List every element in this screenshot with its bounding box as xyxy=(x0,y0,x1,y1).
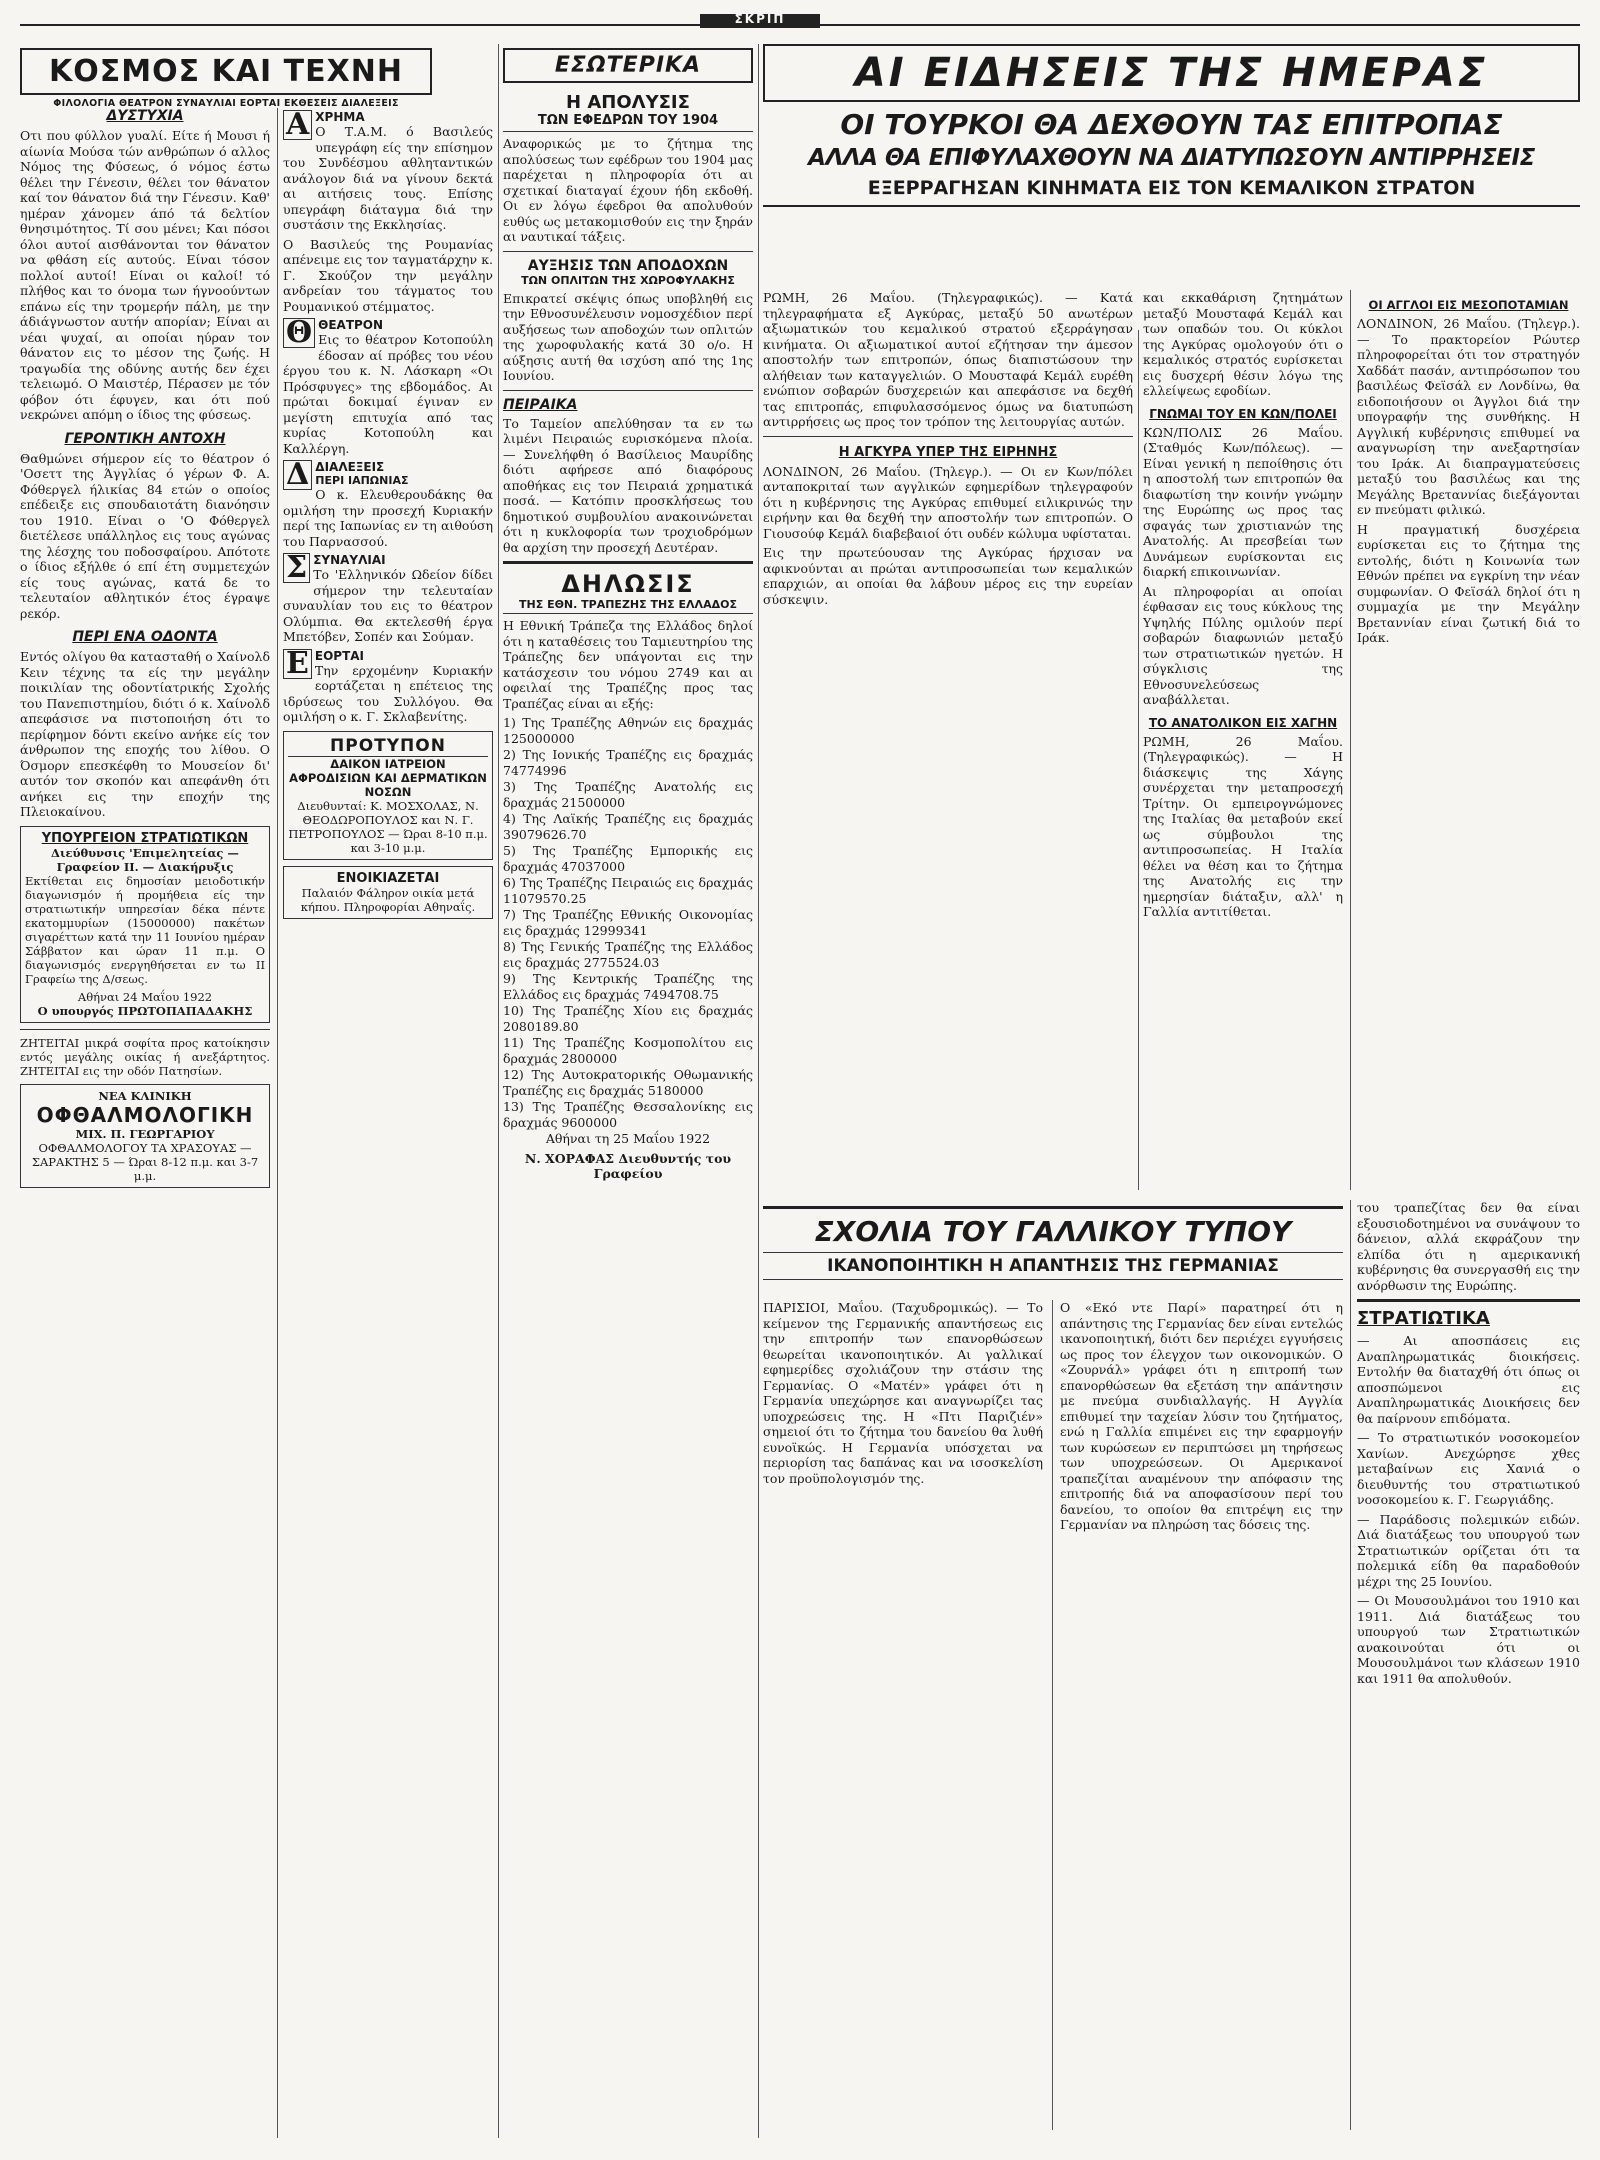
column-news-2 xyxy=(1143,290,1343,1170)
subheadline: ΤΩΝ ΟΠΛΙΤΩΝ ΤΗΣ ΧΩΡΟΦΥΛΑΚΗΣ xyxy=(521,273,735,287)
note-text: Εις το θέατρον Κοτοπούλη έδοσαν αί πρόβες του νέου έργου του κ. Ν. Λάσκαρη «Οι Πρόσφυγες» της εβδομάδος. Αι πρώται δοκιμαί έγιναν εν μεγίστη επιτυχία από τας κυρίας Κοτοπούλη και Καλλέργη. xyxy=(283,332,493,456)
note-head: ΘΕΑΤΡΟΝ xyxy=(318,318,384,332)
column-rule xyxy=(1350,290,1351,1190)
clinic-ad-2 xyxy=(283,731,493,860)
french-press-col-a xyxy=(763,1300,1043,2130)
column-notes xyxy=(283,110,493,2060)
list-item: 5) Της Τραπέζης Εμπορικής εις δραχμάς 47037000 xyxy=(503,843,753,874)
article-text: Αι πληροφορίαι αι οποίαι έφθασαν εις τους κύκλους της Υψηλής Πύλης ομιλούν περί σοβαρών διαφωνιών μεταξύ των στρατιωτικών ηγετών. Η σύγκλισις της Εθνοσυνελεύσεως αναβάλλεται. xyxy=(1143,583,1343,707)
list-item: 10) Της Τραπέζης Χίου εις δραχμάς 2080189.80 xyxy=(503,1003,753,1034)
french-press-headline: ΣΧΟΛΙΑ ΤΟΥ ΓΑΛΛΙΚΟΥ ΤΥΠΟΥ xyxy=(814,1215,1292,1248)
clinic-name: ΜΙΧ. Π. ΓΕΩΡΓΑΡΙΟΥ xyxy=(75,1126,215,1141)
clinic-ad xyxy=(20,1084,270,1188)
statement-date: Αθήναι τη 25 Μαΐου 1922 xyxy=(545,1131,711,1146)
note-subhead: ΠΕΡΙ ΙΑΠΩΝΙΑΣ xyxy=(315,474,409,487)
military-item: — Το στρατιωτικόν νοσοκομείον Χανίων. Ανεχώρησε χθες μεταβαίνων εις Χανιά ο διευθυντής του στρατιωτικού νοσοκομείου κ. Γ. Γεωργιάδης. xyxy=(1357,1430,1580,1507)
esoterika-header xyxy=(503,48,753,83)
announcement-date: Αθήναι 24 Μαΐου 1922 xyxy=(77,989,213,1004)
list-item: 8) Της Γενικής Τραπέζης της Ελλάδος εις δραχμάς 2775524.03 xyxy=(503,939,753,970)
main-headline-2: ΑΛΛΑ ΘΑ ΕΠΙΦΥΛΑΧΘΟΥΝ ΝΑ ΔΙΑΤΥΠΩΣΟΥΝ ΑΝΤΙΡΡΗΣΕΙΣ xyxy=(808,145,1535,171)
article-text: Εις την πρωτεύουσαν της Αγκύρας ήρχισαν να αφικνούνται αι πρώται αντιπροσωπείαι των κεμαλικών επαρχιών, αι οποίαι θα λάβουν μέρος εις την ευρείαν σύσκεψιν. xyxy=(763,545,1133,607)
list-item: 3) Της Τραπέζης Ανατολής εις δραχμάς 21500000 xyxy=(503,779,753,810)
subheadline: ΤΩΝ ΕΦΕΔΡΩΝ ΤΟΥ 1904 xyxy=(503,113,753,132)
top-masthead xyxy=(0,12,1600,32)
article-text: και εκκαθάριση ζητημάτων μεταξύ Μουσταφά Κεμάλ και των οπαδών του. Οι κύκλοι της Αγκύρας ομολογούν ότι ο κεμαλικός στρατός ευρίσκεται εις δυσχερή θέσιν λόγω της ελλείψεως εφοδίων. xyxy=(1143,290,1343,398)
article-demobilization xyxy=(503,92,753,245)
article-text: Η Εθνική Τράπεζα της Ελλάδος δηλοί ότι η καταθέσεις του Ταμιευτηρίου της Τράπεζης δεν υπάγονται εις την κατάσχεσιν του νόμου 2749 και αι οφειλαί της Τραπέζης προς τας Τραπέζας είναι αι εξής: xyxy=(503,618,753,711)
note-text: Το 'Ελληνικόν Ωδείον δίδει σήμερον την τελευταίαν συναυλίαν του εις το θέατρον Ολύμπια. Θα εκτελεσθή έργα Μπετόβεν, Σοπέν και Σούμαν. xyxy=(283,567,493,644)
column-news-1 xyxy=(763,290,1133,1170)
article-text: Αναφορικώς με το ζήτημα της απολύσεως των εφέδρων του 1904 μας παρέχεται η πληροφορία ότι αι σχετικαί διαταγαί έχουν ήδη εκδοθή. Οι εν λόγω έφεδροι θα απολυθούν ευθύς ως μετακομισθούν εις την ξηράν αι ναυτικαί τάξεις. xyxy=(503,136,753,244)
list-item: 11) Της Τραπέζης Κοσμοπολίτου εις δραχμάς 2800000 xyxy=(503,1035,753,1066)
subheadline: ΤΗΣ ΕΘΝ. ΤΡΑΠΕΖΗΣ ΤΗΣ ΕΛΛΑΔΟΣ xyxy=(503,598,753,614)
dropcap: Σ xyxy=(283,553,310,583)
column-rule xyxy=(498,44,499,2138)
divider xyxy=(763,436,1133,437)
masthead-text: ΣΚΡΙΠ xyxy=(734,12,786,26)
military-title: ΣΤΡΑΤΙΩΤΙΚΑ xyxy=(1357,1308,1490,1329)
news-header xyxy=(763,44,1580,102)
french-press-col-b xyxy=(1060,1300,1343,2130)
military-item: — Παράδοσις πολεμικών ειδών. Διά διατάξεως του υπουργού των Στρατιωτικών ορίζεται ότι τα πολεμικά είδη θα παραδοθούν μέχρι της 25 Ιουνίου. xyxy=(1357,1511,1580,1589)
classified-ad: ΖΗΤΕΙΤΑΙ μικρά σοφίτα προς κατοίκησιν εντός μεγάλης οικίας ή ανεξάρτητος. ΖΗΤΕΙΤΑΙ εις την οδόν Πατησίων. xyxy=(20,1035,270,1078)
article-text: ΚΩΝ/ΠΟΛΙΣ 26 Μαΐου. (Σταθμός Κων/πόλεως). — Είναι γενική η πεποίθησις ότι η αποστολή των επιτροπών θα διαφωτίση την κοινήν γνώμην της Ευρώπης ως προς τας σφαγάς των χριστιανών της Ανατολής. Αι πρεσβείαι των Δυνάμεων ευρίσκονται εις διαρκή επικοινωνίαν. xyxy=(1143,424,1343,579)
clinic-text: ΟΦΘΑΛΜΟΛΟΓΟΥ ΤΑ ΧΡΑΣΟΥΑΣ — ΣΑΡΑΚΤΗΣ 5 — Ώραι 8-12 π.μ. και 3-7 μ.μ. xyxy=(31,1140,259,1183)
dropcap: Θ xyxy=(283,318,315,348)
section-title: ΓΝΩΜΑΙ ΤΟΥ ΕΝ ΚΩΝ/ΠΟΛΕΙ xyxy=(1149,406,1337,421)
clinic-pre: ΝΕΑ ΚΛΙΝΙΚΗ xyxy=(98,1088,192,1103)
ad-text: Παλαιόν Φάληρον οικία μετά κήπου. Πληροφορίαι Αθηναΐς. xyxy=(300,885,476,914)
note-text: Ο Τ.Α.Μ. ό Βασιλεύς υπεγράφη είς την επίσημον του Συνδέσμου αθληταντικών ανάλογον διά να γίνουν δεκτά αι αιτήσεις τους. Επίσης υπεγράφη διάταγμα διά την συστάσιν της Εκκλησίας. xyxy=(283,124,493,232)
headline: ΔΗΛΩΣΙΣ xyxy=(561,570,695,598)
military-item: — Αι αποσπάσεις εις Αναπληρωματικάς διοικήσεις. Εντολήν θα διαταχθή ότι όπως οι αποσπώμενοι εις Αναπληρωματικάς Διοικήσεις δεν θα παίρνουν επιδόματα. xyxy=(1357,1333,1580,1426)
article-text: ΛΟΝΔΙΝΟΝ, 26 Μαΐου. (Τηλεγρ.). — Το πρακτορείον Ρώυτερ πληροφορείται ότι τον στρατηγόν Χαδδάτ πασάν, αντιπρόσωπον του βασιλέως Φεϊσάλ εν Λονδίνω, θα ειδοποιήσουν οι Άγγλοι διά την υπογραφήν της συνθήκης. Η Αγγλική κυβέρνησις επιθυμεί να αναγνωρίση την ανεξαρτησίαν του Ιράκ. Αι διαπραγματεύσεις μεταξύ του βασιλέως και της Μεγάλης Βρεταννίας διεξάγονται εν πνεύματι φιλικώ. xyxy=(1357,316,1580,517)
note-block xyxy=(283,457,493,549)
section-title: ΓΕΡΟΝΤΙΚΗ ΑΝΤΟΧΗ xyxy=(64,430,226,447)
headline: ΑΥΞΗΣΙΣ ΤΩΝ ΑΠΟΔΟΧΩΝ xyxy=(527,257,729,274)
note-block xyxy=(283,645,493,725)
article-text: ΡΩΜΗ, 26 Μαΐου. (Τηλεγραφικώς). — Η διάσκεψις της Χάγης συνέρχεται την μεταπροσεχή Τρίτην. Οι εμπειρογνώμονες της Ιταλίας θα μεταβούν εκεί ως σύμβουλοι της αντιπροσωπείας. Η Ιταλία θέλει να θέση και το ζήτημα της Ανατολής εις την ημερησίαν διάταξιν, αλλ' η Γαλλία αντιτίθεται. xyxy=(1143,733,1343,919)
divider xyxy=(503,561,753,564)
list-item: 1) Της Τραπέζης Αθηνών εις δραχμάς 125000000 xyxy=(503,715,753,746)
ad-title: ΕΝΟΙΚΙΑΖΕΤΑΙ xyxy=(336,870,440,886)
article-bank-statement xyxy=(503,570,753,1182)
kosmos-subtitle: ΦΙΛΟΛΟΓΙΑ ΘΕΑΤΡΟΝ ΣΥΝΑΥΛΙΑΙ ΕΟΡΤΑΙ ΕΚΘΕΣΕΙΣ ΔΙΑΛΕΞΕΙΣ xyxy=(53,98,399,109)
article-text: Θαθμώνει σήμερον είς το θέατρον ό 'Οσεττ της Άγγλίας ό γέρων Φ. Α. Φόθεργελ ήλικίας 84 ετών ο οποίος επέδειξε εις σπουδαιοτάτη διανόησιν του 1910. Είναι ο 'Ο Φόθεργελ διετέλεσε υπάλληλος εις τους αγώνας της λέσχης του ποδοσφαίρου. Απότοτε ο ίδιος εξήλθε ό επί έτη συμμετεχών είς τους αγώνας, κατά δε το τελευταίον αθλητικόν έτος έγραψε ρεκόρ. xyxy=(20,450,270,621)
note-head: ΧΡΗΜΑ xyxy=(315,110,365,124)
note-head: ΕΟΡΤΑΙ xyxy=(314,648,365,663)
main-headline-3: ΕΞΕΡΡΑΓΗΣΑΝ ΚΙΝΗΜΑΤΑ ΕΙΣ ΤΟΝ ΚΕΜΑΛΙΚΟΝ ΣΤΡΑΤΟΝ xyxy=(763,177,1580,207)
column-rule xyxy=(1350,1200,1351,2130)
article-text: ΡΩΜΗ, 26 Μαΐου. (Τηλεγραφικώς). — Κατά τηλεγραφήματα εξ Αγκύρας, μεταξύ 50 ανωτέρων αξιωματικών του κεμαλικού στρατού εξερράγησαν κινήματα. Οι αξιωματικοί αυτοί εζήτησαν την άμεσον αποστολήν των επιτροπών, όπως διαπιστώσουν την αλήθειαν των καταγγελιών. Ο Μουσταφά Κεμάλ ευρέθη ενώπιον σοβαρών δυσχερειών και απεφάσισε να δεχθή τας επιτροπάς, επιφυλασσόμενος όμως να διατυπώση αντιρρήσεις ως προς τον τρόπον της λειτουργίας αυτών. xyxy=(763,290,1133,429)
announcement-subtitle: Διεύθυνσις 'Επιμελητείας — Γραφείον ΙΙ. — Διακήρυξις xyxy=(51,845,239,874)
note-head: ΣΥΝΑΥΛΙΑΙ xyxy=(313,553,386,567)
divider xyxy=(763,1206,1343,1209)
dropcap: Δ xyxy=(283,460,312,490)
column-rule xyxy=(1138,330,1139,1190)
article-text: ΛΟΝΔΙΝΟΝ, 26 Μαΐου. (Τηλεγρ.). — Οι εν Κων/πόλει ανταποκριταί των αγγλικών εφημερίδων τηλεγραφούν ότι η κυβέρνησις της Αγκύρας επιθυμεί ειλικρινώς την ειρήνην και θα δεχθή την αποστολήν των επιτροπών. Ο Γιουσούφ Κεμάλ διαβεβαιοί ότι ουδέν κώλυμα υφίσταται. xyxy=(763,463,1133,541)
bank-list xyxy=(503,715,753,1130)
note-text: Ο Βασιλεύς της Ρουμανίας απένειμε εις τον ταγματάρχην κ. Γ. Σκούζον την μεγάλην ανδρείαν του τάγματος του Ρουμανικού στέμματος. xyxy=(283,236,493,314)
announcement-text: Εκτίθεται εις δημοσίαν μειοδοτικήν διαγωνισμόν ή προμήθεια είς την στρατιωτικήν υπηρεσίαν δέκα πέντε εκατομμυρίων (15000000) πακέτων σιγαρέττων κατά την 11 Ιουνίου ημέραν Σάββατον και ώραν 11 π.μ. Ο διαγωνισμός ενεργηθήσεται εν τω ΙΙ Γραφείω της Δ/σεως. xyxy=(25,873,265,986)
main-headlines xyxy=(763,108,1580,207)
divider xyxy=(503,390,753,391)
note-block xyxy=(283,110,493,314)
headline: ΠΕΙΡΑΙΚΑ xyxy=(503,396,578,413)
note-text: Την ερχομένην Κυριακήν εορτάζεται η επέτειος της ιδρύσεως του Συλλόγου. Θα ομιλήση ο κ. Γ. Σκλαβενίτης. xyxy=(283,662,493,724)
divider xyxy=(1357,1299,1580,1302)
article-text: Ο «Εκό ντε Παρί» παρατηρεί ότι η απάντησις της Γερμανίας δεν είναι εντελώς ικανοποιητική, διότι δεν περιέχει εγγυήσεις ως προς τον έλεγχον των οικονομικών. Ο «Ζουρνάλ» γράφει ότι η επιτροπή των επανορθώσεων θα εξετάση την απάντησιν με πνεύμα συνδιαλλαγής. Η Αγγλία επιθυμεί την ταχείαν λύσιν του ζητήματος, ενώ η Γαλλία επιμένει εις την εφαρμογήν των κυρώσεων εν περιπτώσει μη τηρήσεως των υποχρεώσεων. Οι Αμερικανοί τραπεζίται αναμένουν την απόφασιν της επιτροπής διά να αποφασίσουν περί του δανείου, το οποίον θα επιτρέψη εις την Γερμανίαν να πληρώση τας δόσεις της. xyxy=(1060,1300,1343,1532)
column-news-3 xyxy=(1357,290,1580,1190)
article-text: Οτι που φύλλον γυαλί. Είτε ή Μουσι ή αίωνία Μούσα τών ανθρώπων ό αλλος Νόμος της Φύσεως, ό νόμος έστω θέλει την Γένεσιν, θέλει τον θάνατον καί τον θάνατον διά την Γένεσιν. Καθ' ημέραν χάνομεν άπό τά δελτίον θνησιμότητος. Τί σου μένει; Και πόσοι όλοι αυτοί αισθάνονται τον θάνατον να φθάση είς αυτούς. Είναι τόσον πολλοί αυτοί! Είναι οι καλοί! τό πλήθος και το όνομα των ήγνοούντων επάνω είς την τρομερήν πάλη, με την άδιάγνωστον αυτήν απορίαν; Είναι αι νέαι ψυχαί, αι οποίαι ηύραν τον θάνατον εις το μέσον της ζωής. Η τραγωδία της οδύνης αυτής δεν έχει τελειωμό. Ο Μαιστέρ, Πέρασεν με τόν φόβον ότι έφυγεν, και ότι πού νεκρώνει απόμη ο ίδιος της φύσεως. xyxy=(20,128,270,422)
list-item: 13) Της Τραπέζης Θεσσαλονίκης εις δραχμάς 9600000 xyxy=(503,1099,753,1130)
list-item: 9) Της Κεντρικής Τραπέζης της Ελλάδος εις δραχμάς 7494708.75 xyxy=(503,971,753,1002)
article-text: Επικρατεί σκέψις όπως υποβληθή εις την Εθνοσυνέλευσιν νομοσχέδιον περί αυξήσεως των αποδοχών των οπλιτών της χωροφυλακής κατά 30 ο/ο. Η αύξησις αυτή θα ισχύση από της 1ης Ιουνίου. xyxy=(503,290,753,383)
news-title: ΑΙ ΕΙΔΗΣΕΙΣ ΤΗΣ ΗΜΕΡΑΣ xyxy=(763,44,1580,102)
dropcap: Α xyxy=(283,110,312,140)
headline: Η ΑΠΟΛΥΣΙΣ xyxy=(566,92,690,113)
list-item: 4) Της Λαϊκής Τραπέζης εις δραχμάς 39079626.70 xyxy=(503,811,753,842)
note-head: ΔΙΑΛΕΞΕΙΣ xyxy=(315,460,385,474)
kosmos-title: ΚΟΣΜΟΣ ΚΑΙ ΤΕΧΝΗ xyxy=(20,48,432,95)
announcement-ministry xyxy=(20,826,270,1023)
note-block xyxy=(283,315,493,456)
ad-subtitle: ΔΑΙΚΟΝ ΙΑΤΡΕΙΟΝ ΑΦΡΟΔΙΣΙΩΝ ΚΑΙ ΔΕΡΜΑΤΙΚΩΝ ΝΟΣΩΝ xyxy=(289,756,487,799)
main-headline-1: ΟΙ ΤΟΥΡΚΟΙ ΘΑ ΔΕΧΘΟΥΝ ΤΑΣ ΕΠΙΤΡΟΠΑΣ xyxy=(840,108,1503,141)
list-item: 12) Της Αυτοκρατορικής Οθωμανικής Τραπέζης εις δραχμάς 5180000 xyxy=(503,1067,753,1098)
article-gendarmerie xyxy=(503,258,753,384)
article-piraeus xyxy=(503,397,753,556)
divider xyxy=(20,1029,270,1030)
ad-text: Διευθυνταί: Κ. ΜΟΣΧΟΛΑΣ, Ν. ΘΕΟΔΩΡΟΠΟΥΛΟΣ και Ν. Γ. ΠΕΤΡΟΠΟΥΛΟΣ — Ώραι 8-10 π.μ. και 3-10 μ.μ. xyxy=(288,798,488,855)
esoterika-title: ΕΣΩΤΕΡΙΚΑ xyxy=(503,48,753,83)
column-rule xyxy=(1052,1300,1053,2130)
column-rule xyxy=(277,108,278,2138)
note-text: Ο κ. Ελευθερουδάκης θα ομιλήση την προσεχή Κυριακήν περί της Ιαπωνίας εν τη αιθούση του Παρνασσού. xyxy=(283,487,493,549)
announcement-signature: Ο υπουργός ΠΡΩΤΟΠΑΠΑΔΑΚΗΣ xyxy=(37,1003,253,1018)
ad-title: ΠΡΟΤΥΠΟΝ xyxy=(288,736,488,757)
article-text: του τραπεζίτας δεν θα είναι εξουσιοδοτημένοι να συνάψουν το δάνειον, αλλά εκφράζουν την ελπίδα ότι η αμερικανική κυβέρνησις θα συνεργασθή εις την ανόρθωσιν της Ευρώπης. xyxy=(1357,1200,1580,1293)
section-title: ΠΕΡΙ ΕΝΑ ΟΔΟΝΤΑ xyxy=(72,629,218,645)
article-text: Το Ταμείον απελύθησαν τα εν τω λιμένι Πειραιώς ευρισκόμενα πλοία. — Συνελήφθη ό Βασίλειος Μαυρίδης διότι αφήρεσε από διαφόρους αποθήκας εις τον Πειραιά χρηματικά ποσά. — Κατόπιν προσκλήσεως του δημοτικού συμβουλίου ανακοινώνεται ότι η κυκλοφορία των τροχιοδρόμων θα αρχίση την προσεχή Δευτέραν. xyxy=(503,415,753,555)
column-kosmos xyxy=(20,100,270,2120)
military-item: — Οι Μουσουλμάνοι του 1910 και 1911. Διά διατάξεως του υπουργού των Στρατιωτικών ανακοινούται ότι οι Μουσουλμάνοι των κλάσεων 1910 και 1911 θα απολυθούν. xyxy=(1357,1593,1580,1686)
list-item: 7) Της Τραπέζης Εθνικής Οικονομίας εις δραχμάς 12999341 xyxy=(503,907,753,938)
dropcap: Ε xyxy=(283,649,312,679)
section-title: ΟΙ ΑΓΓΛΟΙ ΕΙΣ ΜΕΣΟΠΟΤΑΜΙΑΝ xyxy=(1368,298,1569,312)
list-item: 2) Της Ιονικής Τραπέζης εις δραχμάς 74774996 xyxy=(503,747,753,778)
column-esoterika xyxy=(503,92,753,2112)
column-military xyxy=(1357,1200,1580,2130)
note-block xyxy=(283,550,493,645)
column-rule xyxy=(758,44,759,2138)
rent-ad xyxy=(283,866,493,919)
article-text: Η πραγματική δυσχέρεια ευρίσκεται εις το ζήτημα της εντολής, διότι η Κοινωνία των Εθνών πρέπει να εγκρίνη την νέαν συμφωνίαν. Ο Φεϊσάλ δηλοί ότι η συμμαχία με την Μεγάλην Βρεταννίαν είναι ζωτική διά το Ιράκ. xyxy=(1357,521,1580,645)
article-text: Εντός ολίγου θα κατασταθή ο Χαίνολδ Κειν τέχνης τα είς την μεγάλην ποικιλίαν της οδοντίατρικής Σχολής του Πανεπιστημίου, διότι ό κ. Χαίνολδ απεφάσισε να πιστοποιήση ότι το περίφημον δόντι εκείνο ανήκε είς τον άνθρωπον της εποχής του λίθου. Ο Όσμορν επεσκέφθη το Μουσείον δι' αυτόν τον σκοπόν και απεφάνθη ότι ανήκει εις την εποχήν της Πλειοκαίνου. xyxy=(20,649,270,819)
announcement-title: ΥΠΟΥΡΓΕΙΟΝ ΣΤΡΑΤΙΩΤΙΚΩΝ xyxy=(41,830,249,846)
list-item: 6) Της Τραπέζης Πειραιώς εις δραχμάς 11079570.25 xyxy=(503,875,753,906)
section-title: ΔΥΣΤΥΧΙΑ xyxy=(106,108,184,124)
french-press-section xyxy=(763,1200,1343,1280)
divider xyxy=(503,251,753,252)
article-text: ΠΑΡΙΣΙΟΙ, Μαΐου. (Ταχυδρομικώς). — Το κείμενον της Γερμανικής απαντήσεως εις την επιτροπήν των επανορθώσεων θεωρείται ικανοποιητικόν. Αι γαλλικαί εφημερίδες σχολιάζουν την στάσιν της Γερμανίας. Ο «Ματέν» γράφει ότι η Γερμανία υπεχώρησε και αναγνωρίζει τας υποχρεώσεις της. Η «Πτι Παριζιέν» σημειοί ότι το ζήτημα του δανείου θα λυθή ευνοϊκώς. Η Γερμανία υπόσχεται να περιορίση τας δαπάνας και να ισοσκελίση τον προϋπολογισμόν της. xyxy=(763,1300,1043,1486)
section-title: ΤΟ ΑΝΑΤΟΛΙΚΟΝ ΕΙΣ ΧΑΓΗΝ xyxy=(1148,715,1338,730)
french-press-subheadline: ΙΚΑΝΟΠΟΙΗΤΙΚΗ Η ΑΠΑΝΤΗΣΙΣ ΤΗΣ ΓΕΡΜΑΝΙΑΣ xyxy=(763,1252,1343,1280)
statement-signature: Ν. ΧΟΡΑΦΑΣ Διευθυντής του Γραφείου xyxy=(524,1150,732,1181)
section-title: Η ΑΓΚΥΡΑ ΥΠΕΡ ΤΗΣ ΕΙΡΗΝΗΣ xyxy=(838,444,1058,460)
clinic-title: ΟΦΘΑΛΜΟΛΟΓΙΚΗ xyxy=(36,1102,254,1127)
